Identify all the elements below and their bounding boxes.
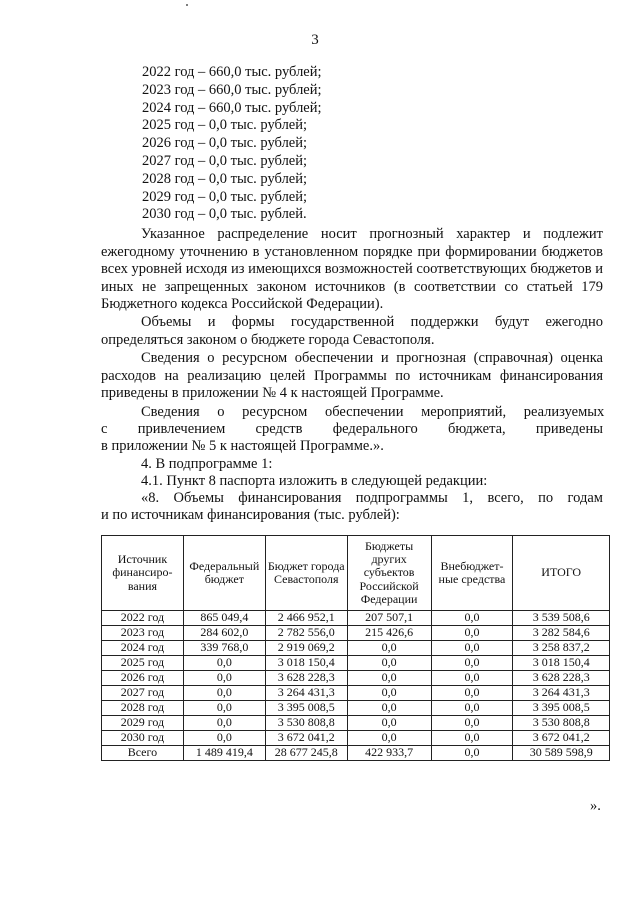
- text-word: годам: [567, 490, 603, 506]
- header-city-budget: Бюджет города Севастополя: [265, 536, 347, 611]
- years-list-item: 2022 год – 660,0 тыс. рублей;: [142, 64, 322, 80]
- table-cell: 2 919 069,2: [265, 641, 347, 656]
- table-cell: 2023 год: [102, 626, 184, 641]
- table-cell: 3 282 584,6: [513, 626, 610, 641]
- table-cell: 0,0: [183, 671, 265, 686]
- item-8-line-2: и по источникам финансирования (тыс. рублей):: [101, 507, 400, 523]
- text-word: по: [538, 490, 554, 506]
- table-total-row: [102, 746, 610, 761]
- text-word: бюджета,: [447, 421, 506, 437]
- table-cell: 0,0: [183, 656, 265, 671]
- table-cell: 3 264 431,3: [265, 686, 347, 701]
- text-word: всего,: [487, 490, 524, 506]
- item-4-heading: 4. В подпрограмме 1:: [141, 456, 273, 472]
- table-cell: 0,0: [347, 671, 431, 686]
- table-cell: 2030 год: [102, 731, 184, 746]
- table-cell: 2027 год: [102, 686, 184, 701]
- table-cell: 0,0: [183, 716, 265, 731]
- item-8-line-1: [141, 490, 603, 508]
- text-word: приведены: [535, 421, 603, 437]
- table-cell: 0,0: [183, 731, 265, 746]
- table-cell: 865 049,4: [183, 611, 265, 626]
- text-word: Объемы: [173, 490, 224, 506]
- table-cell: 3 018 150,4: [265, 656, 347, 671]
- table-cell: 284 602,0: [183, 626, 265, 641]
- table-cell: 0,0: [431, 746, 513, 761]
- table-cell: 3 672 041,2: [265, 731, 347, 746]
- text-word: финансирования: [238, 490, 342, 506]
- table-cell: 339 768,0: [183, 641, 265, 656]
- text-word: с: [101, 421, 108, 437]
- table-cell: 0,0: [431, 626, 513, 641]
- table-cell: 3 530 808,8: [513, 716, 610, 731]
- resources-paragraph: Сведения о ресурсном обеспечении и прогнозная (справочная) оценка расходов на реализацию целей Программы по источникам финансирования приведены в приложении № 4 к настоящей Программе.: [101, 350, 603, 402]
- table-cell: 2025 год: [102, 656, 184, 671]
- table-cell: 0,0: [431, 671, 513, 686]
- header-extrabudgetary: Внебюджет-ные средства: [431, 536, 513, 611]
- financing-table: [101, 535, 610, 761]
- table-cell: 0,0: [431, 686, 513, 701]
- support-paragraph: Объемы и формы государственной поддержки будут ежегодно определяться законом о бюджете города Севастополя.: [101, 314, 603, 348]
- table-row: [102, 671, 610, 686]
- table-row: [102, 641, 610, 656]
- table-row: [102, 626, 610, 641]
- table-cell: 3 258 837,2: [513, 641, 610, 656]
- table-cell: 0,0: [347, 716, 431, 731]
- table-cell: 3 672 041,2: [513, 731, 610, 746]
- table-cell: 0,0: [431, 656, 513, 671]
- table-cell: 1 489 419,4: [183, 746, 265, 761]
- distribution-paragraph: Указанное распределение носит прогнозный характер и подлежит ежегодному уточнению в установленном порядке при формировании бюджетов всех уровней исходя из имеющихся возможностей соответствующих бюджетов и иных не запрещенных законом источников (в соответствии со статьей 179 Бюджетного кодекса Российской Федерации).: [101, 226, 603, 313]
- header-federal: Федеральный бюджет: [183, 536, 265, 611]
- text-word: Сведения о ресурсном обеспечении мероприятий, реализуемых: [141, 404, 605, 420]
- years-list-item: 2023 год – 660,0 тыс. рублей;: [142, 81, 322, 98]
- table-cell: 2028 год: [102, 701, 184, 716]
- table-cell: 3 628 228,3: [265, 671, 347, 686]
- table-cell: 0,0: [431, 611, 513, 626]
- years-list-item: 2026 год – 0,0 тыс. рублей;: [142, 135, 308, 152]
- table-cell: 0,0: [431, 701, 513, 716]
- table-cell: 215 426,6: [347, 626, 431, 641]
- table-cell: 0,0: [431, 731, 513, 746]
- table-cell: 0,0: [347, 641, 431, 656]
- table-cell: 207 507,1: [347, 611, 431, 626]
- text-word: федерального: [332, 421, 418, 437]
- table-row: [102, 716, 610, 731]
- table-cell: 3 018 150,4: [513, 656, 610, 671]
- years-list-item: 2029 год – 0,0 тыс. рублей;: [142, 188, 308, 205]
- table-cell: 0,0: [183, 686, 265, 701]
- closing-quote-mark: ».: [590, 798, 601, 814]
- table-cell: 0,0: [347, 686, 431, 701]
- table-cell: 2024 год: [102, 641, 184, 656]
- table-cell: 422 933,7: [347, 746, 431, 761]
- table-cell: 3 264 431,3: [513, 686, 610, 701]
- page-number: 3: [311, 32, 319, 48]
- scan-speck: [186, 4, 188, 6]
- table-row: [102, 731, 610, 746]
- table-cell: 0,0: [431, 716, 513, 731]
- table-cell: 3 530 808,8: [265, 716, 347, 731]
- table-cell: 28 677 245,8: [265, 746, 347, 761]
- table-cell: 0,0: [347, 701, 431, 716]
- table-cell: 0,0: [431, 641, 513, 656]
- years-list-item: 2030 год – 0,0 тыс. рублей.: [142, 206, 307, 223]
- table-cell: 0,0: [347, 656, 431, 671]
- table-cell: 0,0: [347, 731, 431, 746]
- table-cell: 3 539 508,6: [513, 611, 610, 626]
- federal-paragraph-line-1: [141, 404, 603, 422]
- table-row: [102, 701, 610, 716]
- table-cell: Всего: [102, 746, 184, 761]
- table-header-row: [102, 536, 610, 611]
- years-list-item: 2025 год – 0,0 тыс. рублей;: [142, 117, 308, 134]
- table-row: [102, 656, 610, 671]
- table-cell: 0,0: [183, 701, 265, 716]
- table-cell: 2 782 556,0: [265, 626, 347, 641]
- years-list: [142, 64, 322, 224]
- table-cell: 2022 год: [102, 611, 184, 626]
- federal-paragraph-line-2: [101, 421, 603, 439]
- header-total: ИТОГО: [513, 536, 610, 611]
- years-list-item: 2028 год – 0,0 тыс. рублей;: [142, 170, 308, 187]
- text-word: «8.: [141, 490, 160, 506]
- table-cell: 2026 год: [102, 671, 184, 686]
- table-row: [102, 611, 610, 626]
- table-cell: 30 589 598,9: [513, 746, 610, 761]
- table-cell: 3 395 008,5: [513, 701, 610, 716]
- text-word: 1,: [462, 490, 474, 506]
- item-4-1-heading: 4.1. Пункт 8 паспорта изложить в следующей редакции:: [141, 473, 488, 489]
- table-row: [102, 686, 610, 701]
- text-word: привлечением: [137, 421, 226, 437]
- header-other-subjects: Бюджеты других субъектов Российской Федерации: [347, 536, 431, 611]
- text-word: средств: [255, 421, 303, 437]
- federal-paragraph-line-3: в приложении № 5 к настоящей Программе.».: [101, 438, 384, 454]
- text-word: подпрограммы: [355, 490, 448, 506]
- table-cell: 2 466 952,1: [265, 611, 347, 626]
- table-cell: 3 628 228,3: [513, 671, 610, 686]
- years-list-item: 2027 год – 0,0 тыс. рублей;: [142, 152, 308, 169]
- table-cell: 3 395 008,5: [265, 701, 347, 716]
- table-cell: 2029 год: [102, 716, 184, 731]
- years-list-item: 2024 год – 660,0 тыс. рублей;: [142, 99, 322, 116]
- header-source: Источник финансиро-вания: [102, 536, 184, 611]
